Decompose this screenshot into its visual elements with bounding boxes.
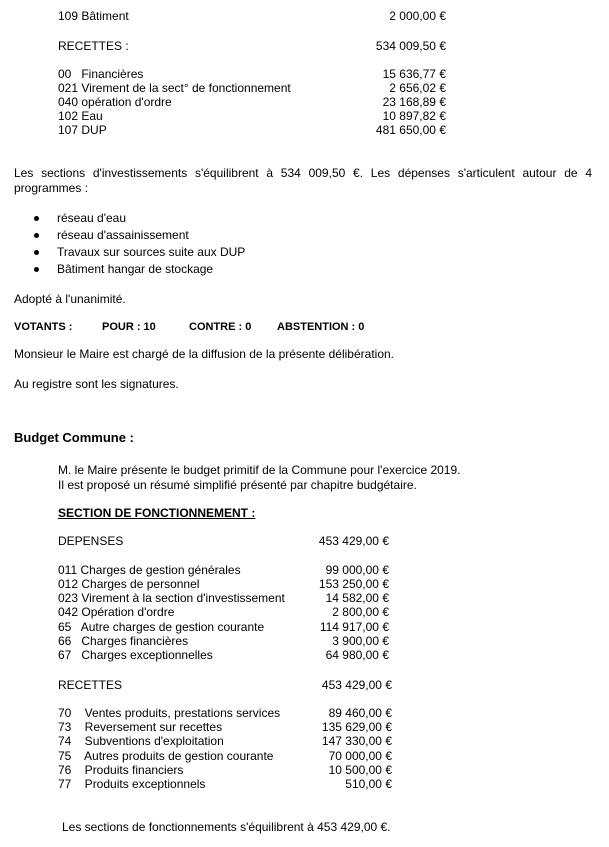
row-label: 73 Reversement sur recettes — [58, 720, 223, 734]
row-label: 107 DUP — [58, 123, 107, 137]
bullet-icon — [34, 216, 39, 221]
programmes-list — [30, 211, 245, 279]
row-amount: 99 000,00 € — [325, 563, 389, 577]
row-label: RECETTES — [58, 678, 123, 692]
row-amount: 534 009,50 € — [375, 39, 446, 53]
recettes-header-row — [58, 678, 392, 692]
budget-row — [58, 81, 446, 95]
budget-row — [58, 634, 389, 648]
row-label: DEPENSES — [58, 534, 124, 548]
row-label: 76 Produits financiers — [58, 763, 184, 777]
abstention-count: ABSTENTION : 0 — [277, 321, 365, 333]
equilibre-fonct-text: Les sections de fonctionnements s'équilibrent à 453 429,00 €. — [62, 820, 391, 834]
budget-commune-title: Budget Commune : — [14, 430, 134, 445]
row-amount: 23 168,89 € — [382, 95, 446, 109]
budget-row — [58, 648, 389, 662]
list-item: Bâtiment hangar de stockage — [30, 262, 245, 279]
row-label: 040 opération d'ordre — [58, 95, 172, 109]
row-amount: 453 429,00 € — [321, 678, 392, 692]
row-label: 65 Autre charges de gestion courante — [58, 620, 265, 634]
diffusion-text: Monsieur le Maire est chargé de la diffusion de la présente délibération. — [14, 347, 395, 361]
row-label: 021 Virement de la sect° de fonctionnement — [58, 81, 291, 95]
row-amount: 2 656,02 € — [389, 81, 446, 95]
budget-row — [58, 620, 389, 634]
row-label: 75 Autres produits de gestion courante — [58, 749, 274, 763]
row-amount: 14 582,00 € — [325, 591, 389, 605]
row-amount: 2 000,00 € — [389, 9, 446, 23]
row-label: 70 Ventes produits, prestations services — [58, 706, 281, 720]
budget-row — [58, 720, 392, 734]
row-label: 102 Eau — [58, 109, 103, 123]
intro-line-2: Il est proposé un résumé simplifié présenté par chapitre budgétaire. — [58, 478, 417, 492]
equilibre-invest-paragraph: Les sections d'investissements s'équilibrent à 534 009,50 €. Les dépenses s'articulent autour de 4 programmes : — [14, 166, 592, 195]
row-label: 011 Charges de gestion générales — [58, 563, 241, 577]
budget-row — [58, 777, 392, 791]
row-label: 042 Opération d'ordre — [58, 605, 175, 619]
list-item: réseau d'assainissement — [30, 228, 245, 245]
row-label: 74 Subventions d'exploitation — [58, 734, 224, 748]
adopte-text: Adopté à l'unanimité. — [14, 292, 126, 306]
budget-row — [58, 605, 389, 619]
budget-row — [58, 563, 389, 577]
budget-row — [58, 577, 389, 591]
row-amount: 10 897,82 € — [382, 109, 446, 123]
row-amount: 15 636,77 € — [382, 67, 446, 81]
pour-count: POUR : 10 — [102, 321, 156, 333]
row-label: 77 Produits exceptionnels — [58, 777, 206, 791]
row-amount: 481 650,00 € — [375, 123, 446, 137]
row-label: 109 Bâtiment — [58, 9, 129, 23]
row-amount: 70 000,00 € — [328, 749, 392, 763]
budget-row — [58, 591, 389, 605]
recettes-header-row — [58, 39, 446, 53]
row-label: RECETTES : — [58, 39, 129, 53]
contre-count: CONTRE : 0 — [189, 321, 252, 333]
row-amount: 10 500,00 € — [328, 763, 392, 777]
budget-row — [58, 734, 392, 748]
row-label: 00 Financières — [58, 67, 144, 81]
votants-label: VOTANTS : — [14, 321, 73, 333]
row-amount: 3 900,00 € — [332, 634, 389, 648]
row-amount: 147 330,00 € — [321, 734, 392, 748]
row-label: 012 Charges de personnel — [58, 577, 200, 591]
row-amount: 114 917,00 € — [319, 620, 389, 634]
bullet-icon — [34, 233, 39, 238]
budget-row — [58, 749, 392, 763]
depenses-header-row — [58, 534, 389, 548]
row-amount: 510,00 € — [345, 777, 392, 791]
row-label: 66 Charges financières — [58, 634, 189, 648]
row-amount: 89 460,00 € — [328, 706, 392, 720]
bullet-icon — [34, 267, 39, 272]
row-amount: 2 800,00 € — [332, 605, 389, 619]
budget-row — [58, 109, 446, 123]
row-amount: 64 980,00 € — [325, 648, 389, 662]
row-label: 023 Virement à la section d'investissement — [58, 591, 285, 605]
bullet-icon — [34, 250, 39, 255]
row-amount: 153 250,00 € — [318, 577, 389, 591]
budget-row — [58, 123, 446, 137]
budget-row — [58, 95, 446, 109]
intro-line-1: M. le Maire présente le budget primitif de la Commune pour l'exercice 2019. — [58, 463, 461, 477]
section-fonctionnement-title: SECTION DE FONCTIONNEMENT : — [58, 506, 256, 520]
budget-row — [58, 67, 446, 81]
list-item: réseau d'eau — [30, 211, 245, 228]
row-label: 67 Charges exceptionnelles — [58, 648, 213, 662]
list-item: Travaux sur sources suite aux DUP — [30, 245, 245, 262]
budget-row — [58, 9, 446, 23]
signatures-text: Au registre sont les signatures. — [14, 377, 179, 391]
budget-row — [58, 763, 392, 777]
row-amount: 453 429,00 € — [318, 534, 389, 548]
budget-row — [58, 706, 392, 720]
row-amount: 135 629,00 € — [321, 720, 392, 734]
